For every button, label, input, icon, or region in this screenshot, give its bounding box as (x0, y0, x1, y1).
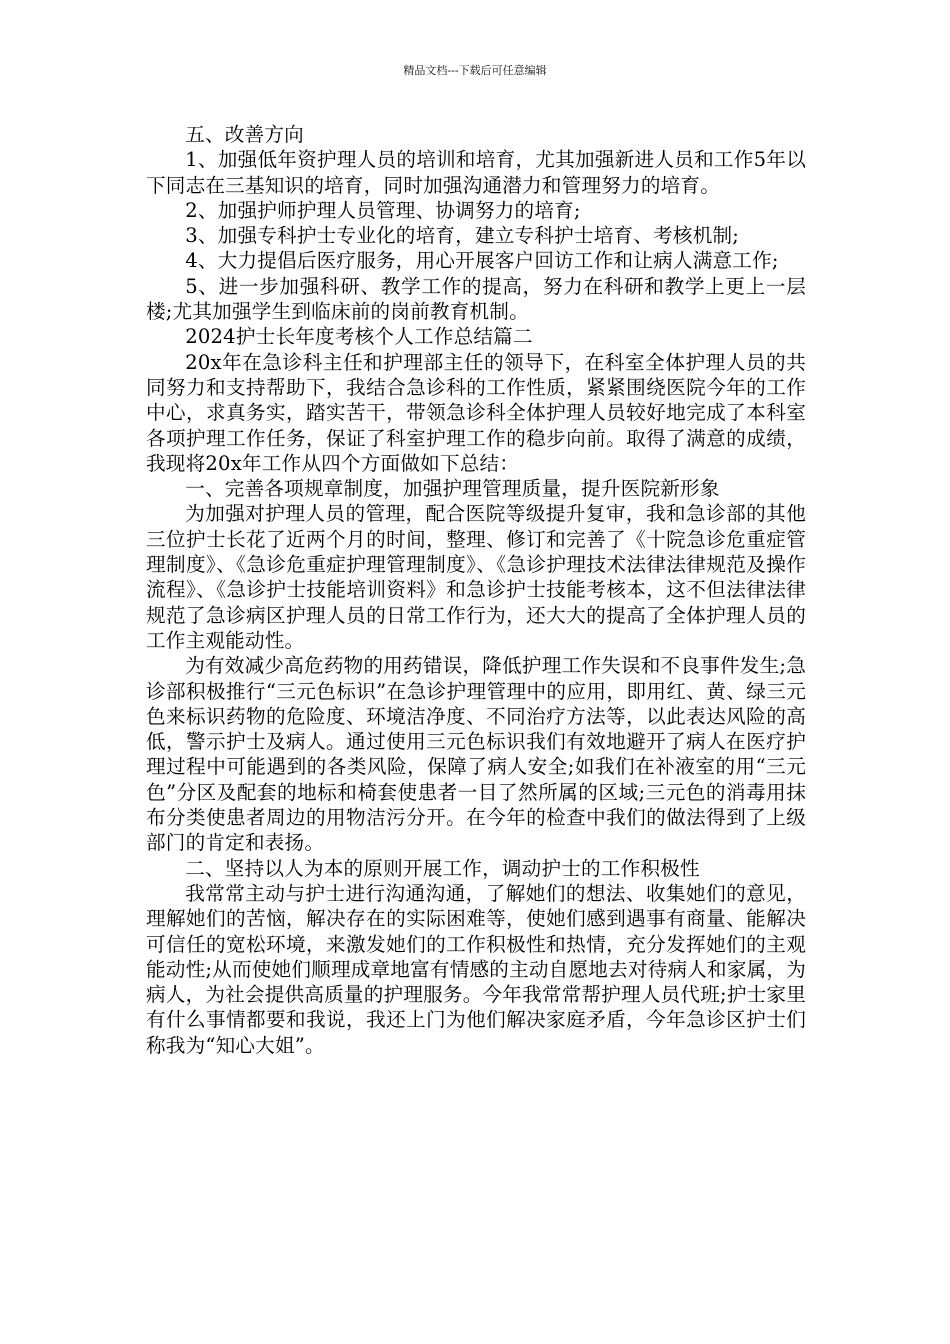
page-header: 精品文档---下载后可任意编辑 (403, 64, 547, 77)
paragraph: 为加强对护理人员的管理，配合医院等级提升复审，我和急诊部的其他三位护士长花了近两个月的时间，整理、修订和完善了《十院急诊危重症管理制度》、《急诊危重症护理管理制度》、《急诊护理技术法律法律规范及操作流程》、《急诊护士技能培训资料》和急诊护士技能考核本，这不但法律法律规范了急诊病区护理人员的日常工作行为，还大大的提高了全体护理人员的工作主观能动性。 (146, 502, 806, 652)
paragraph: 我常常主动与护士进行沟通沟通，了解她们的想法、收集她们的意见，理解她们的苦恼，解决存在的实际困难等，使她们感到遇事有商量、能解决可信任的宽松环境，来激发她们的工作积极性和热情，充分发挥她们的主观能动性;从而使她们顺理成章地富有情感的主动自愿地去对待病人和家属，为病人，为社会提供高质量的护理服务。今年我常常帮护理人员代班;护士家里有什么事情都要和我说，我还上门为他们解决家庭矛盾，今年急诊区护士们称我为“知心大姐”。 (146, 881, 806, 1057)
article-title: 2024护士长年度考核个人工作总结篇二 (185, 325, 533, 349)
section-heading-2: 二、坚持以人为本的原则开展工作，调动护士的工作积极性 (185, 856, 700, 880)
section-heading-1: 一、完善各项规章制度，加强护理管理质量，提升医院新形象 (185, 477, 720, 501)
paragraph: 20x年在急诊科主任和护理部主任的领导下，在科室全体护理人员的共同努力和支持帮助下，我结合急诊科的工作性质，紧紧围绕医院今年的工作中心，求真务实，踏实苦干，带领急诊科全体护理人员较好地完成了本科室各项护理工作任务，保证了科室护理工作的稳步向前。取得了满意的成绩，我现将20x年工作从四个方面做如下总结： (146, 350, 806, 475)
section-heading-improvement: 五、改善方向 (185, 123, 304, 146)
paragraph: 3、加强专科护士专业化的培育，建立专科护士培育、考核机制; (185, 224, 740, 248)
paragraph: 5、进一步加强科研、教学工作的提高，努力在科研和教学上更上一层楼;尤其加强学生到临床前的岗前教育机制。 (146, 274, 806, 324)
document-body (146, 122, 806, 1058)
paragraph: 1、加强低年资护理人员的培训和培育，尤其加强新进人员和工作5年以下同志在三基知识的培育，同时加强沟通潜力和管理努力的培育。 (146, 148, 806, 197)
paragraph: 为有效减少高危药物的用药错误，降低护理工作失误和不良事件发生;急诊部积极推行“三元色标识”在急诊护理管理中的应用，即用红、黄、绿三元色来标识药物的危险度、环境洁净度、不同治疗方法等，以此表达风险的高低，警示护士及病人。通过使用三元色标识我们有效地避开了病人在医疗护理过程中可能遇到的各类风险，保障了病人安全;如我们在补液室的用“三元色”分区及配套的地标和椅套使患者一目了然所属的区域;三元色的消毒用抹布分类使患者周边的用物洁污分开。在今年的检查中我们的做法得到了上级部门的肯定和表扬。 (146, 654, 806, 855)
paragraph: 4、大力提倡后医疗服务，用心开展客户回访工作和让病人满意工作; (185, 249, 779, 273)
paragraph: 2、加强护师护理人员管理、协调努力的培育; (185, 198, 581, 222)
